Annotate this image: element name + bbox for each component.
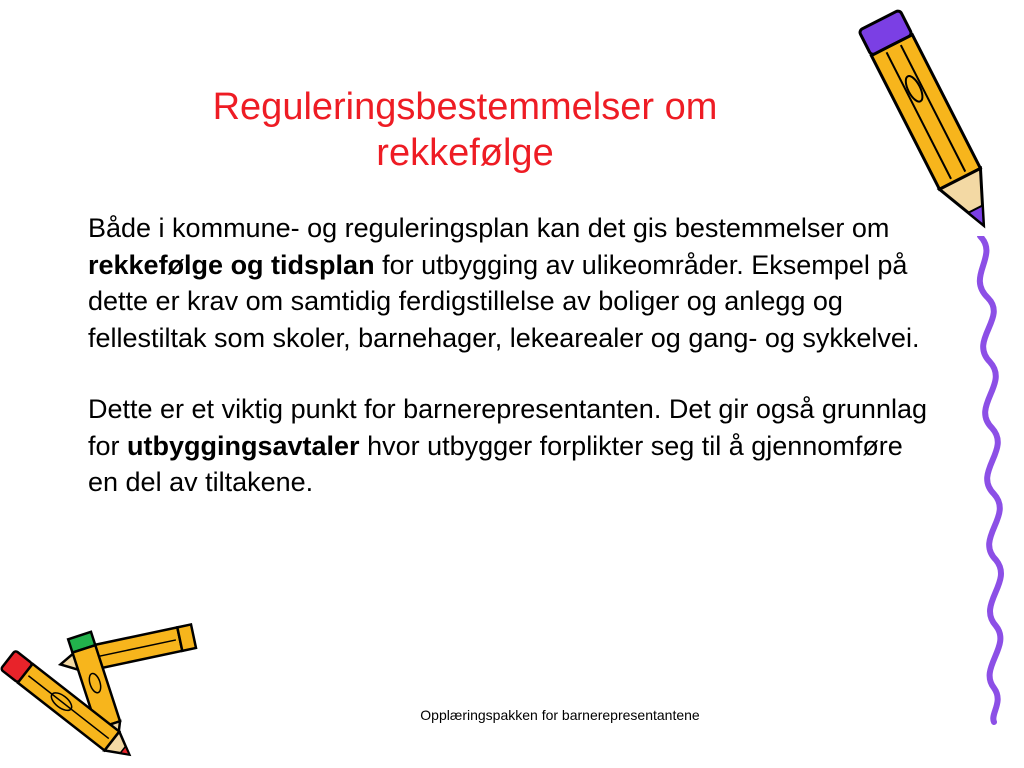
pencil-top-right-icon (855, 0, 1005, 245)
paragraph-1 (88, 210, 938, 356)
paragraph-1-bold: rekkefølge og tidsplan (88, 249, 375, 280)
slide-title: Reguleringsbestemmelser om rekkefølge (212, 86, 718, 174)
slide-body (88, 210, 938, 501)
paragraph-2-text-a: Dette er et viktig punkt for barnerepresentanten. Det gir også grunnlag for (88, 394, 927, 461)
slide-footer: Opplæringspakken for barnerepresentantene (420, 707, 700, 723)
paragraph-1-text-a: Både i kommune- og reguleringsplan kan det gis bestemmelser om (88, 213, 890, 243)
pencils-bottom-left-icon (0, 612, 210, 762)
paragraph-2-text-b: hvor utbygger forplikter seg til å gjennomføre en del av tiltakene. (88, 430, 903, 497)
paragraph-2 (88, 391, 938, 501)
paragraph-1-text-b: for utbygging av ulikeområder. Eksempel på dette er krav om samtidig ferdigstillelse av boliger og anlegg og fellestiltak som skoler, barnehager, lekearealer og gang- og sykkelvei. (88, 249, 920, 353)
paragraph-2-bold: utbyggingsavtaler (127, 430, 360, 461)
squiggle-line-icon (960, 236, 1020, 726)
